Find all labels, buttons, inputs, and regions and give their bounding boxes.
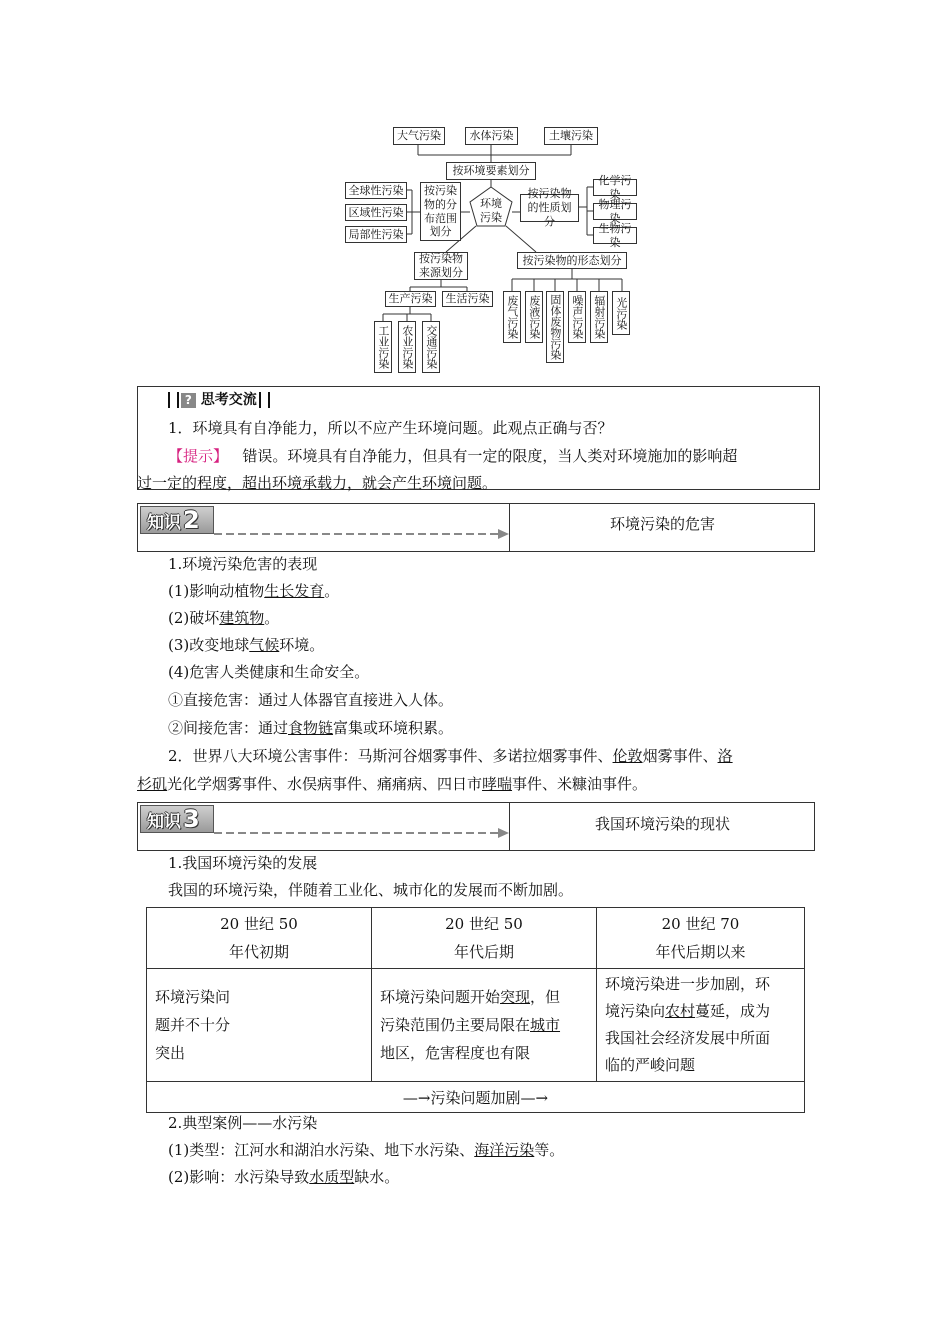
k2-item-4: (4)危害人类健康和生命安全。: [168, 663, 370, 681]
k3-section-2: 2.典型案例——水污染: [168, 1114, 318, 1132]
think-answer-line1: 【提示】 错误。环境具有自净能力，但具有一定的限度，当人类对环境施加的影响超: [168, 447, 738, 465]
living-pollution-box: 生活污染: [442, 291, 493, 307]
diagram-connectors: [0, 0, 950, 380]
light-pollution-box: 光污染: [612, 291, 630, 335]
think-answer-line2: 过一定的程度，超出环境承载力，就会产生环境问题。: [137, 474, 498, 492]
physical-pollution-box: 物理污染: [593, 203, 637, 220]
industrial-pollution-box: 工业污染: [374, 321, 392, 373]
table-header-cell: 20 世纪 70 年代后期以来: [597, 908, 805, 969]
soil-pollution-box: 土壤污染: [544, 127, 598, 145]
k3-item-1: (1)类型：江河水和湖泊水污染、地下水污染、海洋污染等。: [168, 1141, 565, 1159]
k3-paragraph: 我国的环境污染，伴随着工业化、城市化的发展而不断加剧。: [168, 881, 574, 899]
k3-section-1: 1.我国环境污染的发展: [168, 854, 318, 872]
k3-item-2: (2)影响：水污染导致水质型缺水。: [168, 1168, 400, 1186]
waste-gas-pollution-box: 废气污染: [503, 291, 521, 343]
k2-item-1: (1)影响动植物生长发育。: [168, 582, 340, 600]
noise-pollution-box: 噪声污染: [568, 291, 586, 343]
k2-item-3: (3)改变地球气候环境。: [168, 636, 325, 654]
solid-waste-pollution-box: 固体废物污染: [546, 291, 564, 363]
k2-section-1: 1.环境污染危害的表现: [168, 555, 318, 573]
question-icon: ?: [181, 393, 196, 408]
air-pollution-box: 大气污染: [393, 127, 445, 145]
k2-direct-harm: ①直接危害：通过人体器官直接进入人体。: [168, 691, 454, 709]
knowledge-2-arrow: [214, 528, 510, 540]
knowledge-3-title: 我国环境污染的现状: [594, 815, 730, 833]
agricultural-pollution-box: 农业污染: [398, 321, 416, 373]
center-label: 环境污染: [480, 197, 502, 224]
property-division-box: 按污染物的性质划分: [520, 194, 579, 222]
table-row: [147, 969, 805, 1082]
table-arrow-row: [147, 1082, 805, 1113]
k2-section-2-line2: 杉矶光化学烟雾事件、水俣病事件、痛痛病、四日市哮喘事件、米糠油事件。: [137, 775, 648, 793]
source-division-box: 按污染物来源划分: [414, 252, 468, 280]
pollution-development-table: [146, 907, 805, 1113]
form-division-box: 按污染物的形态划分: [517, 252, 627, 269]
think-header: [168, 389, 270, 409]
think-question: 1．环境具有自净能力，所以不应产生环境问题。此观点正确与否？: [168, 419, 613, 437]
table-header-cell: 20 世纪 50 年代初期: [147, 908, 372, 969]
table-header-row: [147, 908, 805, 969]
traffic-pollution-box: 交通污染: [422, 321, 440, 373]
k2-item-2: (2)破坏建筑物。: [168, 609, 280, 627]
distribution-division-box: 按污染物的分布范围划分: [420, 182, 461, 241]
regional-pollution-box: 区域性污染: [345, 204, 407, 221]
chemical-pollution-box: 化学污染: [593, 179, 637, 196]
think-header-label: 思考交流: [200, 392, 257, 408]
table-arrow-cell: —→污染问题加剧—→: [147, 1082, 805, 1113]
local-pollution-box: 局部性污染: [345, 226, 407, 243]
production-pollution-box: 生产污染: [385, 291, 436, 307]
knowledge-2-badge: 知识 2: [140, 506, 214, 534]
radiation-pollution-box: 辐射污染: [590, 291, 608, 343]
element-division-box: 按环境要素划分: [446, 162, 536, 180]
table-cell: 环境污染问题开始突现，但 污染范围仍主要局限在城市 地区，危害程度也有限: [372, 969, 597, 1082]
table-cell: 环境污染问 题并不十分 突出: [147, 969, 372, 1082]
k2-indirect-harm: ②间接危害：通过食物链富集或环境积累。: [168, 719, 454, 737]
table-cell: 环境污染进一步加剧，环 境污染向农村蔓延，成为 我国社会经济发展中所面 临的严峻问题: [597, 969, 805, 1082]
knowledge-3-badge: 知识 3: [140, 805, 214, 833]
hint-label: 【提示】: [168, 447, 229, 465]
table-header-cell: 20 世纪 50 年代后期: [372, 908, 597, 969]
knowledge-2-title: 环境污染的危害: [609, 515, 715, 533]
water-pollution-box: 水体污染: [465, 127, 518, 145]
biological-pollution-box: 生物污染: [593, 227, 637, 244]
global-pollution-box: 全球性污染: [345, 182, 407, 199]
knowledge-3-arrow: [214, 827, 510, 839]
k2-section-2-line1: 2．世界八大环境公害事件：马斯河谷烟雾事件、多诺拉烟雾事件、伦敦烟雾事件、洛: [168, 747, 733, 765]
waste-liquid-pollution-box: 废液污染: [525, 291, 543, 343]
